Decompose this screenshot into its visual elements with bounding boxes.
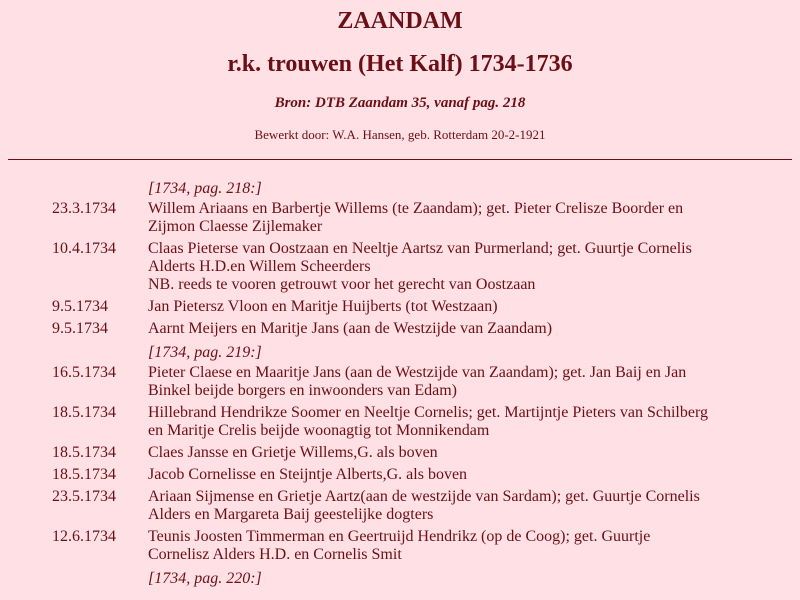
record-entry <box>52 444 752 462</box>
record-date: 18.5.1734 <box>52 444 116 461</box>
record-text: Jan Pietersz Vloon en Maritje Huijberts (tot Westzaan) <box>148 298 498 315</box>
record-entry <box>52 298 752 316</box>
record-text: Claes Jansse en Grietje Willems,G. als boven <box>148 444 438 461</box>
page-reference: [1734, pag. 218:] <box>148 180 262 197</box>
record-text: Pieter Claese en Maaritje Jans (aan de Westzijde van Zaandam); get. Jan Baij en Jan Binkel beijde borgers en inwoonders van Edam) <box>148 364 687 399</box>
record-date: 10.4.1734 <box>52 240 116 257</box>
record-date: 18.5.1734 <box>52 466 116 483</box>
record-text: Jacob Cornelisse en Steijntje Alberts,G. als boven <box>148 466 468 483</box>
horizontal-divider <box>8 159 792 160</box>
record-text: Claas Pieterse van Oostzaan en Neeltje Aartsz van Purmerland; get. Guurtje Cornelis Alderts H.D.en Willem Scheerders <box>148 240 692 275</box>
page-reference: [1734, pag. 219:] <box>148 344 262 361</box>
record-text: Ariaan Sijmense en Grietje Aartz(aan de westzijde van Sardam); get. Guurtje Cornelis Alders en Margareta Baij geestelijke dogters <box>148 488 700 523</box>
page-title: ZAANDAM <box>337 8 463 34</box>
record-note: NB. reeds te vooren getrouwt voor het gerecht van Oostzaan <box>148 276 536 293</box>
record-entry <box>52 240 752 294</box>
record-date: 23.3.1734 <box>52 200 116 217</box>
record-entry <box>52 488 752 524</box>
record-date: 18.5.1734 <box>52 404 116 421</box>
source-reference: Bron: DTB Zaandam 35, vanaf pag. 218 <box>274 95 526 111</box>
record-text: Teunis Joosten Timmerman en Geertruijd Hendrikz (op de Coog); get. Guurtje Cornelisz Alders H.D. en Cornelis Smit <box>148 528 651 563</box>
record-entry <box>52 466 752 484</box>
editor-credit: Bewerkt door: W.A. Hansen, geb. Rotterdam 20-2-1921 <box>254 127 546 142</box>
record-date: 12.6.1734 <box>52 528 116 545</box>
record-date: 9.5.1734 <box>52 320 108 337</box>
record-text: Hillebrand Hendrikze Soomer en Neeltje Cornelis; get. Martijntje Pieters van Schilberg en Maritje Crelis beijde woonagtig tot Monnikendam <box>148 404 708 439</box>
record-date: 9.5.1734 <box>52 298 108 315</box>
record-date: 16.5.1734 <box>52 364 116 381</box>
record-entry <box>52 320 752 338</box>
page-reference: [1734, pag. 220:] <box>148 570 262 587</box>
record-text-block <box>148 240 713 294</box>
record-text: Aarnt Meijers en Maritje Jans (aan de Westzijde van Zaandam) <box>148 320 553 337</box>
record-date: 23.5.1734 <box>52 488 116 505</box>
record-entry <box>52 200 752 236</box>
page-subtitle: r.k. trouwen (Het Kalf) 1734-1736 <box>227 51 573 77</box>
marriage-records <box>52 178 752 590</box>
record-entry <box>52 528 752 564</box>
record-entry <box>52 404 752 440</box>
record-entry <box>52 364 752 400</box>
record-text: Willem Ariaans en Barbertje Willems (te Zaandam); get. Pieter Crelisze Boorder en Zijmon Claesse Zijlemaker <box>148 200 684 235</box>
